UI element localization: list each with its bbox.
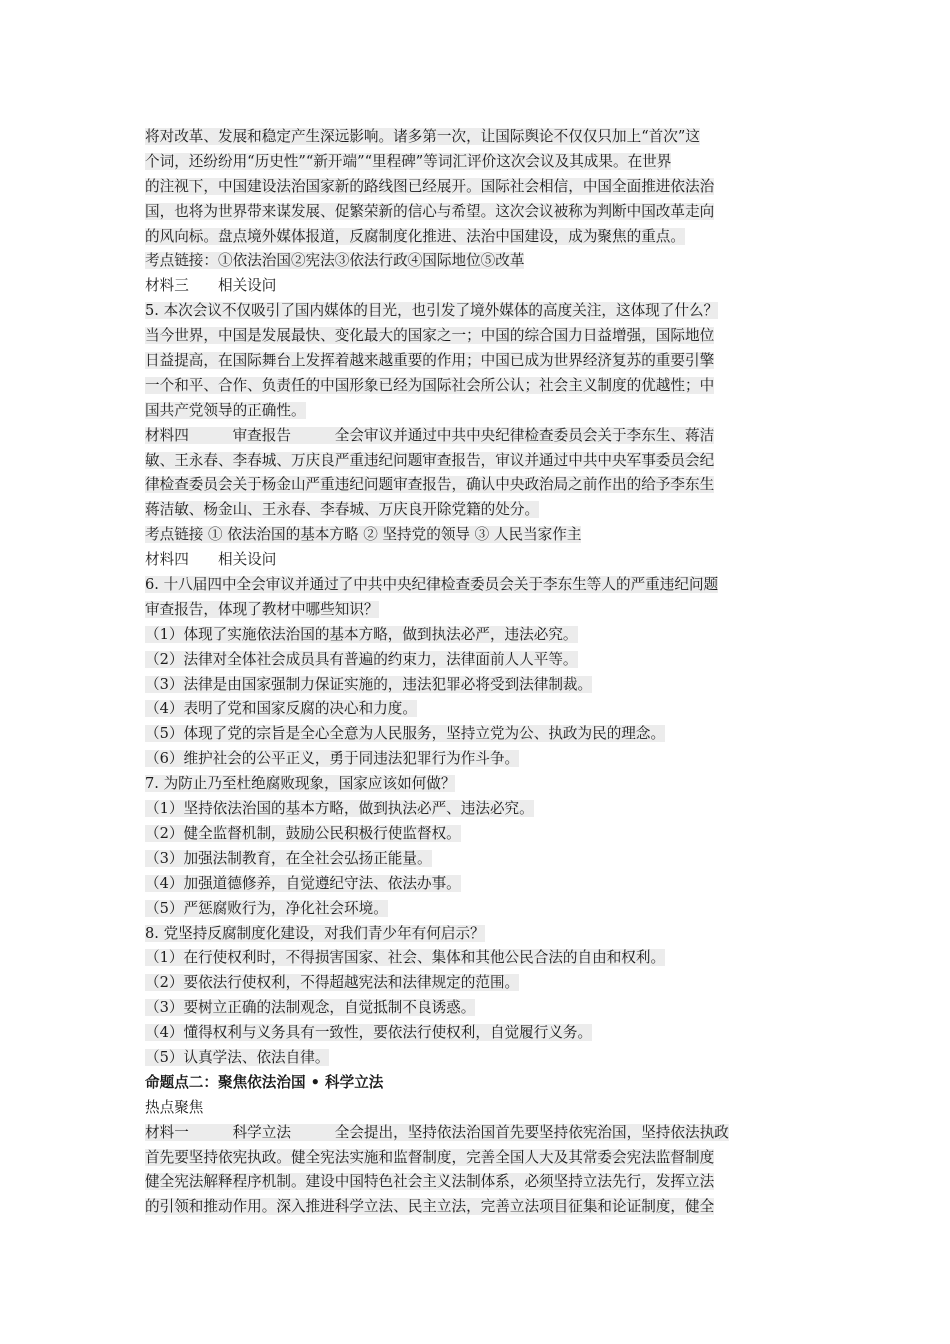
text-line <box>145 847 810 872</box>
text-line-content: 6. 十八届四中全会审议并通过了中共中央纪律检查委员会关于李东生等人的严重违纪问题 <box>145 576 719 594</box>
text-line <box>145 897 810 922</box>
text-line-content: 健全宪法解释程序机制。建设中国特色社会主义法制体系，必须坚持立法先行，发挥立法 <box>145 1173 715 1191</box>
text-line <box>145 1096 810 1121</box>
text-line <box>145 648 810 673</box>
text-line <box>145 598 810 623</box>
text-line-content: （4）表明了党和国家反腐的决心和力度。 <box>145 700 417 718</box>
text-line-content: 8. 党坚持反腐制度化建设，对我们青少年有何启示？ <box>145 924 485 942</box>
text-line-content: 将对改革、发展和稳定产生深远影响。诸多第一次，让国际舆论不仅仅只加上“首次”这 <box>145 128 700 145</box>
text-line-content: 国，也将为世界带来谋发展、促繁荣新的信心与希望。这次会议被称为判断中国改革走向 <box>145 202 715 220</box>
text-line-content: 国共产党领导的正确性。 <box>145 401 306 419</box>
text-line-content: 考点链接 ① 依法治国的基本方略 ② 坚持党的领导 ③ 人民当家作主 <box>145 526 582 544</box>
text-line <box>145 523 810 548</box>
text-line-content: 律检查委员会关于杨金山严重违纪问题审查报告，确认中央政治局之前作出的给予李东生 <box>145 476 715 494</box>
text-line-content: 材料四 相关设问 <box>145 551 277 569</box>
text-line-content: 日益提高，在国际舞台上发挥着越来越重要的作用；中国已成为世界经济复苏的重要引擎 <box>145 352 715 370</box>
text-line <box>145 399 810 424</box>
text-line <box>145 747 810 772</box>
text-line <box>145 1195 810 1220</box>
text-line <box>145 449 810 474</box>
text-line-content: （1）体现了实施依法治国的基本方略，做到执法必严，违法必究。 <box>145 625 578 643</box>
text-line <box>145 946 810 971</box>
text-line <box>145 1021 810 1046</box>
text-line <box>145 548 810 573</box>
text-line <box>145 225 810 250</box>
text-line <box>145 150 810 175</box>
text-line <box>145 424 810 449</box>
text-line <box>145 623 810 648</box>
text-line <box>145 573 810 598</box>
text-line-content: （3）要树立正确的法制观念，自觉抵制不良诱惑。 <box>145 999 476 1017</box>
text-line <box>145 175 810 200</box>
text-line <box>145 324 810 349</box>
text-line-content: （5）认真学法、依法自律。 <box>145 1048 330 1066</box>
text-line-content: 5. 本次会议不仅吸引了国内媒体的目光，也引发了境外媒体的高度关注，这体现了什么？ <box>145 302 719 320</box>
text-line <box>145 200 810 225</box>
text-line-content: 材料一 科学立法 全会提出，坚持依法治国首先要坚持依宪治国，坚持依法执政 <box>145 1123 729 1141</box>
text-line <box>145 374 810 399</box>
text-line-content: 首先要坚持依宪执政。健全宪法实施和监督制度，完善全国人大及其常委会宪法监督制度 <box>145 1148 715 1166</box>
text-line-content: 审查报告，体现了教材中哪些知识？ <box>145 600 379 618</box>
text-line-content: 7. 为防止乃至杜绝腐败现象，国家应该如何做？ <box>145 775 456 793</box>
text-line-content: （1）在行使权利时，不得损害国家、社会、集体和其他公民合法的自由和权利。 <box>145 949 666 967</box>
text-line-content: （5）严惩腐败行为，净化社会环境。 <box>145 899 388 917</box>
text-line <box>145 822 810 847</box>
text-line-content: （3）加强法制教育，在全社会弘扬正能量。 <box>145 849 432 867</box>
text-line-content: 热点聚焦 <box>145 1098 204 1116</box>
text-line <box>145 797 810 822</box>
text-line-content: 当今世界，中国是发展最快、变化最大的国家之一；中国的综合国力日益增强，国际地位 <box>145 327 715 345</box>
text-line <box>145 349 810 374</box>
text-line-content: 敏、王永春、李春城、万庆良严重违纪问题审查报告，审议并通过中共中央军事委员会纪 <box>145 451 715 469</box>
text-line <box>145 299 810 324</box>
text-line <box>145 971 810 996</box>
text-line <box>145 922 810 947</box>
text-line <box>145 473 810 498</box>
text-line <box>145 1121 810 1146</box>
text-line-content: 个词，还纷纷用“历史性”“新开端”“里程碑”等词汇评价这次会议及其成果。在世界 <box>145 152 672 170</box>
text-line-content: 的引领和推动作用。深入推进科学立法、民主立法，完善立法项目征集和论证制度，健全 <box>145 1198 715 1216</box>
text-line <box>145 1146 810 1171</box>
text-line-content: （6）维护社会的公平正义，勇于同违法犯罪行为作斗争。 <box>145 750 520 768</box>
text-line-content: 一个和平、合作、负责任的中国形象已经为国际社会所公认；社会主义制度的优越性；中 <box>145 376 715 394</box>
text-line <box>145 274 810 299</box>
text-line-content: （5）体现了党的宗旨是全心全意为人民服务，坚持立党为公、执政为民的理念。 <box>145 725 666 743</box>
text-line-content: （2）要依法行使权利，不得超越宪法和法律规定的范围。 <box>145 974 520 992</box>
text-line <box>145 697 810 722</box>
text-line-content: 的风向标。盘点境外媒体报道，反腐制度化推进、法治中国建设，成为聚焦的重点。 <box>145 227 685 245</box>
text-line-content: 考点链接：①依法治国②宪法③依法行政④国际地位⑤改革 <box>145 252 525 270</box>
text-line-content: （2）健全监督机制，鼓励公民积极行使监督权。 <box>145 824 461 842</box>
text-line-content: 命题点二：聚焦依法治国 • 科学立法 <box>145 1073 384 1091</box>
text-line-content: （1）坚持依法治国的基本方略，做到执法必严、违法必究。 <box>145 800 534 818</box>
text-line <box>145 996 810 1021</box>
text-line-content: （4）懂得权利与义务具有一致性，要依法行使权利，自觉履行义务。 <box>145 1024 593 1042</box>
text-line <box>145 249 810 274</box>
text-line <box>145 772 810 797</box>
text-line-content: （2）法律对全体社会成员具有普遍的约束力，法律面前人人平等。 <box>145 650 578 668</box>
text-line-content: （3）法律是由国家强制力保证实施的，违法犯罪必将受到法律制裁。 <box>145 675 593 693</box>
text-line <box>145 673 810 698</box>
text-line-content: 材料四 审查报告 全会审议并通过中共中央纪律检查委员会关于李东生、蒋洁 <box>145 426 715 444</box>
text-line-content: 的注视下，中国建设法治国家新的路线图已经展开。国际社会相信，中国全面推进依法治 <box>145 177 715 195</box>
section-heading <box>145 1071 810 1096</box>
document-body <box>145 125 810 1220</box>
text-line <box>145 125 810 150</box>
text-line <box>145 1046 810 1071</box>
text-line <box>145 498 810 523</box>
text-line-content: 蒋洁敏、杨金山、王永春、李春城、万庆良开除党籍的处分。 <box>145 501 540 519</box>
text-line-content: 材料三 相关设问 <box>145 277 277 295</box>
text-line-content: （4）加强道德修养，自觉遵纪守法、依法办事。 <box>145 874 461 892</box>
text-line <box>145 722 810 747</box>
text-line <box>145 1170 810 1195</box>
text-line <box>145 872 810 897</box>
